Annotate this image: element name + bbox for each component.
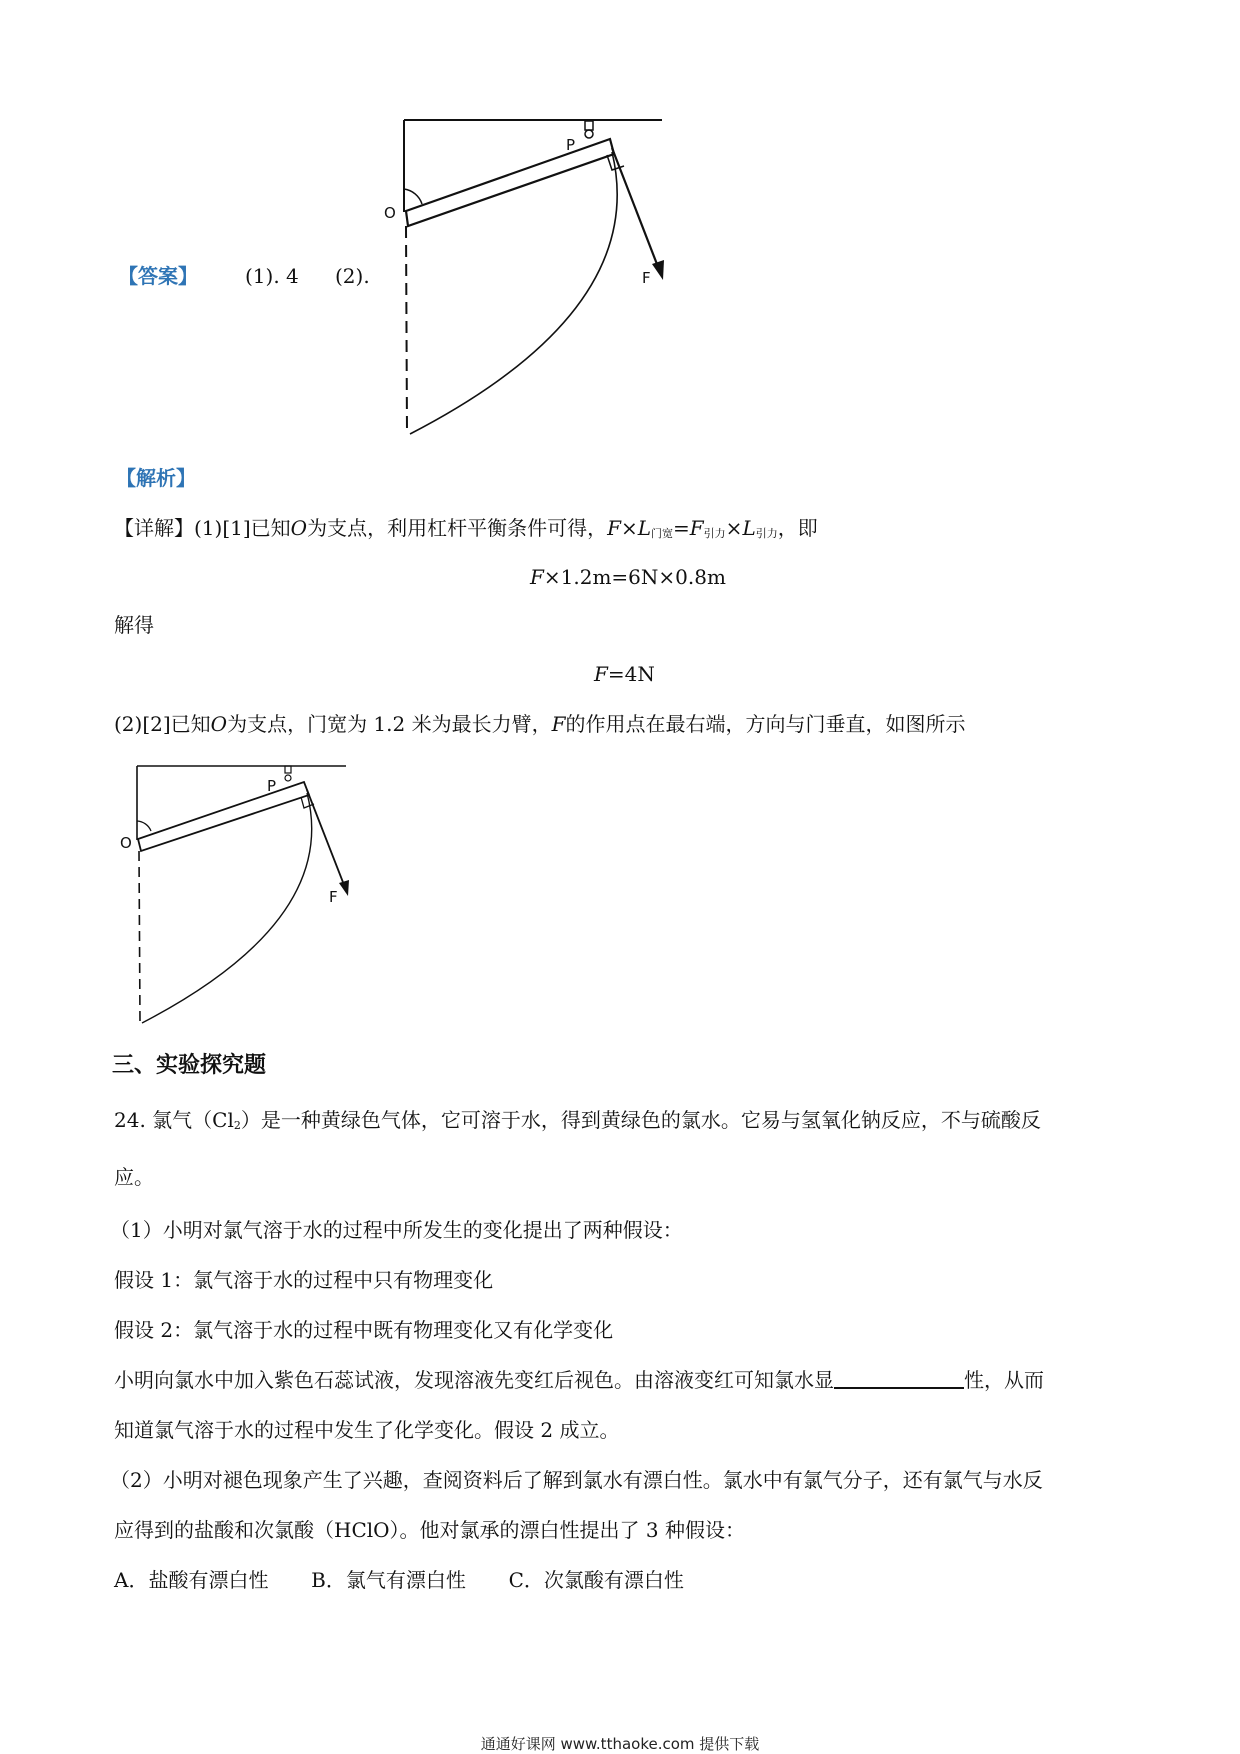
dashed-wall <box>139 851 140 1022</box>
observation-line <box>114 1366 1044 1394</box>
swing-arc <box>142 793 312 1023</box>
part2-text2: 的作用点在最右端，方向与门垂直，如图所示 <box>565 712 966 736</box>
o-symbol-2: O <box>210 712 228 736</box>
detail-label: 【详解】 <box>114 516 194 540</box>
l-symbol: L <box>637 516 652 540</box>
force-arrow-line <box>307 790 346 890</box>
detail-text1: 为支点，利用杠杆平衡条件可得， <box>307 516 608 540</box>
q24-line-1 <box>114 1106 1041 1140</box>
label-p: P <box>566 136 576 154</box>
q24-sub2-line-2: 应得到的盐酸和次氯酸（HClO）。他对氯承的漂白性提出了 3 种假设： <box>114 1518 745 1542</box>
angle-arc <box>137 821 151 831</box>
sub-door: 门宽 <box>651 527 674 540</box>
cl-subscript: 2 <box>233 1119 241 1132</box>
label-p: P <box>267 777 277 795</box>
footer-watermark: 通通好课网 www.tthaoke.com 提供下载 <box>480 1735 760 1753</box>
q24-line-2: 应。 <box>114 1165 154 1189</box>
option-a: A．盐酸有漂白性 <box>114 1568 269 1592</box>
door-diagram-2 <box>137 766 349 1023</box>
door-panel <box>138 782 309 851</box>
equals: = <box>673 516 690 540</box>
cl-formula: Cl <box>212 1108 234 1132</box>
result-rest: =4N <box>607 662 655 686</box>
l-symbol-2: L <box>742 516 756 540</box>
hypothesis-1: 假设 1：氯气溶于水的过程中只有物理变化 <box>114 1268 494 1292</box>
force-arrowhead <box>339 880 349 896</box>
section-heading: 三、实验探究题 <box>112 1052 267 1078</box>
times-2: × <box>725 516 743 540</box>
sub-pull: 引力 <box>703 527 726 540</box>
q24-pre: 24. 氯气（ <box>114 1108 213 1132</box>
equation-f: F <box>530 565 544 589</box>
hypothesis-2: 假设 2：氯气溶于水的过程中既有物理变化又有化学变化 <box>114 1318 614 1342</box>
f-symbol-3: F <box>551 712 566 736</box>
observation-line-2: 知道氯气溶于水的过程中发生了化学变化。假设 2 成立。 <box>114 1418 620 1442</box>
label-f: F <box>329 888 338 906</box>
detail-tail: ，即 <box>777 516 818 540</box>
o-symbol: O <box>290 516 308 540</box>
result-f: F <box>594 662 608 686</box>
q24-sub1: （1）小明对氯气溶于水的过程中所发生的变化提出了两种假设： <box>110 1218 683 1242</box>
solve-label: 解得 <box>114 613 154 637</box>
option-b: B．氯气有漂白性 <box>311 1568 466 1592</box>
q24-post: ）是一种黄绿色气体，它可溶于水，得到黄绿色的氯水。它易与氢氧化钠反应，不与硫酸反 <box>240 1108 1041 1132</box>
hinge-ring <box>285 775 291 781</box>
detail-intro: (1)[1]已知 <box>194 516 291 540</box>
label-o: O <box>384 204 396 222</box>
part2-intro: (2)[2]已知 <box>114 712 211 736</box>
answer-part1: (1). 4 <box>245 264 299 288</box>
times-1: × <box>620 516 638 540</box>
equation-rest: ×1.2m=6N×0.8m <box>543 565 726 589</box>
answer-blank[interactable] <box>834 1367 964 1389</box>
answer-part2: (2). <box>335 264 370 288</box>
q24-sub2-line-1: （2）小明对褪色现象产生了兴趣，查阅资料后了解到氯水有漂白性。氯水中有氯气分子，还有氯气与水反 <box>110 1468 1043 1492</box>
option-c: C．次氯酸有漂白性 <box>508 1568 684 1592</box>
hinge-block <box>285 766 291 773</box>
analysis-label-text: 【解析】 <box>116 466 196 490</box>
part2-text1: 为支点，门宽为 1.2 米为最长力臂， <box>227 712 552 736</box>
obs-pre: 小明向氯水中加入紫色石蕊试液，发现溶液先变红后视色。由溶液变红可知氯水显 <box>114 1368 834 1392</box>
answer-label: 【答案】 <box>118 264 198 288</box>
f-symbol: F <box>607 516 621 540</box>
options-row <box>114 1566 684 1594</box>
obs-post: 性，从而 <box>964 1368 1044 1392</box>
label-f: F <box>642 269 651 287</box>
f-symbol-2: F <box>689 516 704 540</box>
sub-pull-2: 引力 <box>755 527 778 540</box>
label-o: O <box>120 834 132 852</box>
